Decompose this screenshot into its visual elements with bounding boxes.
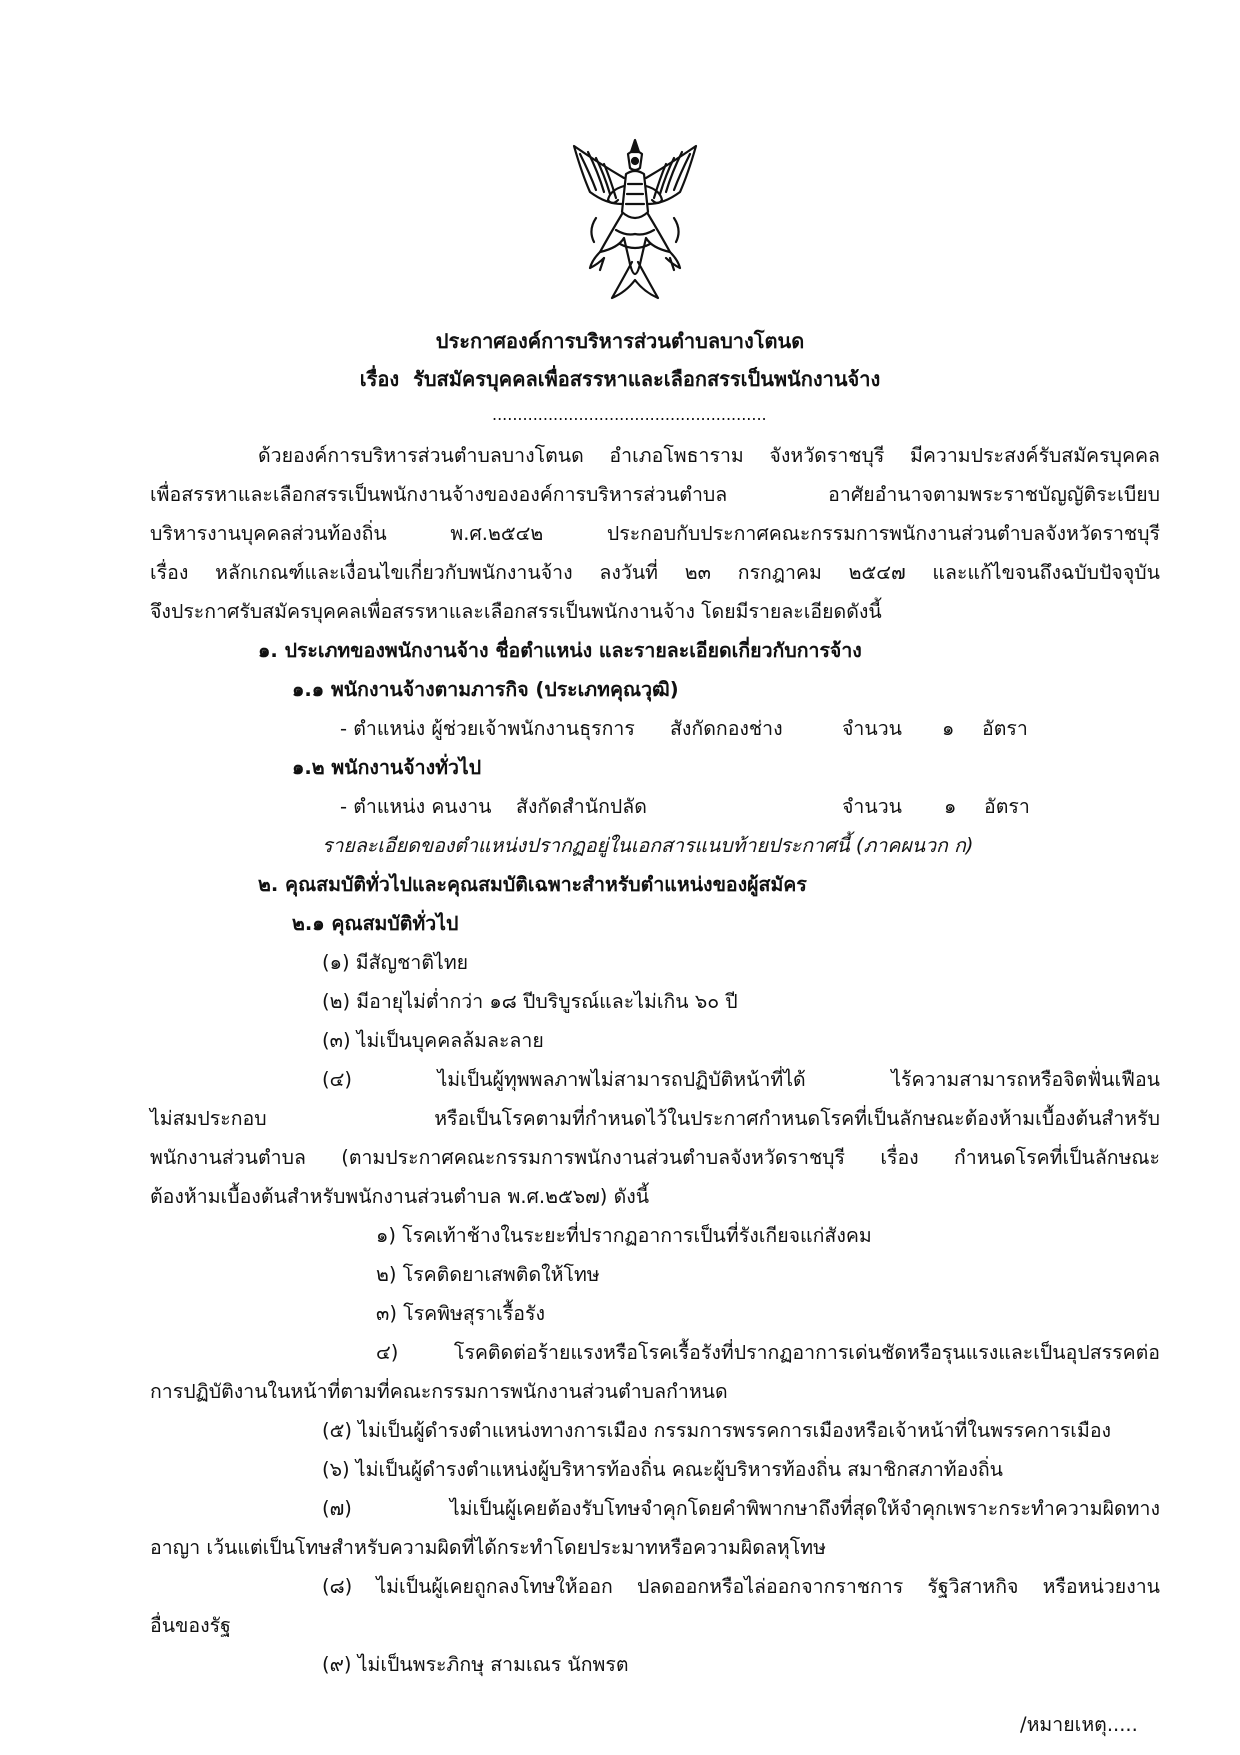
disease-1: ๑) โรคเท้าช้างในระยะที่ปรากฏอาการเป็นที่รังเกียจแก่สังคม <box>376 1224 872 1247</box>
disease-3: ๓) โรคพิษสุราเรื้อรัง <box>376 1302 546 1325</box>
position-row-2 <box>0 794 1240 820</box>
position-1-title: - ตำแหน่ง ผู้ช่วยเจ้าพนักงานธุรการ <box>340 717 635 740</box>
section-2-1-heading: ๒.๑ คุณสมบัติทั่วไป <box>292 912 459 935</box>
qualification-4-line-3: พนักงานส่วนตำบล (ตามประกาศคณะกรรมการพนักงานส่วนตำบลจังหวัดราชบุรี เรื่อง กำหนดโรคที่เป็นลักษณะ <box>150 1146 1160 1169</box>
qualification-5: (๕) ไม่เป็นผู้ดำรงตำแหน่งทางการเมือง กรรมการพรรคการเมืองหรือเจ้าหน้าที่ในพรรคการเมือง <box>322 1419 1112 1442</box>
position-1-count: ๑ <box>942 717 955 740</box>
qualification-1: (๑) มีสัญชาติไทย <box>322 951 469 974</box>
disease-4-line-2: การปฏิบัติงานในหน้าที่ตามที่คณะกรรมการพนักงานส่วนตำบลกำหนด <box>150 1380 728 1403</box>
intro-line-3: บริหารงานบุคคลส่วนท้องถิ่น พ.ศ.๒๕๔๒ ประกอบกับประกาศคณะกรรมการพนักงานส่วนตำบลจังหวัดราชบุรี <box>150 522 1160 545</box>
continuation-marker: /หมายเหตุ..... <box>1020 1713 1138 1736</box>
subject-text: รับสมัครบุคคลเพื่อสรรหาและเลือกสรรเป็นพนักงานจ้าง <box>413 367 881 391</box>
qualification-7-line-2: อาญา เว้นแต่เป็นโทษสำหรับความผิดที่ได้กระทำโดยประมาทหรือความผิดลหุโทษ <box>150 1536 826 1559</box>
title-divider: ...................................................... <box>492 405 767 424</box>
section-2-heading: ๒. คุณสมบัติทั่วไปและคุณสมบัติเฉพาะสำหรับตำแหน่งของผู้สมัคร <box>258 873 807 896</box>
section-1-note: รายละเอียดของตำแหน่งปรากฏอยู่ในเอกสารแนบท้ายประกาศนี้ (ภาคผนวก ก) <box>322 834 974 857</box>
position-1-dept: สังกัดกองช่าง <box>670 717 783 740</box>
position-1-count-label: จำนวน <box>842 717 902 740</box>
qualification-7-line-1: (๗) ไม่เป็นผู้เคยต้องรับโทษจำคุกโดยคำพิพากษาถึงที่สุดให้จำคุกเพราะกระทำความผิดทาง <box>322 1497 1160 1520</box>
document-title: ประกาศองค์การบริหารส่วนตำบลบางโตนด <box>435 329 805 353</box>
position-2-dept: สังกัดสำนักปลัด <box>516 795 647 818</box>
intro-line-4: เรื่อง หลักเกณฑ์และเงื่อนไขเกี่ยวกับพนักงานจ้าง ลงวันที่ ๒๓ กรกฎาคม ๒๕๔๗ และแก้ไขจนถึงฉบับปัจจุบัน <box>150 561 1160 584</box>
qualification-4-line-2: ไม่สมประกอบ หรือเป็นโรคตามที่กำหนดไว้ในประกาศกำหนดโรคที่เป็นลักษณะต้องห้ามเบื้องต้นสำหรับ <box>150 1107 1160 1130</box>
document-subject <box>0 366 1240 392</box>
position-2-title: - ตำแหน่ง คนงาน <box>340 795 492 818</box>
disease-4-line-1: ๔) โรคติดต่อร้ายแรงหรือโรคเรื้อรังที่ปรากฏอาการเด่นชัดหรือรุนแรงและเป็นอุปสรรคต่อ <box>376 1341 1160 1364</box>
qualification-2: (๒) มีอายุไม่ต่ำกว่า ๑๘ ปีบริบูรณ์และไม่เกิน ๖๐ ปี <box>322 990 738 1013</box>
qualification-6: (๖) ไม่เป็นผู้ดำรงตำแหน่งผู้บริหารท้องถิ่น คณะผู้บริหารท้องถิ่น สมาชิกสภาท้องถิ่น <box>322 1458 1003 1481</box>
section-1-1-heading: ๑.๑ พนักงานจ้างตามภารกิจ (ประเภทคุณวุฒิ) <box>292 678 679 701</box>
qualification-4-line-4: ต้องห้ามเบื้องต้นสำหรับพนักงานส่วนตำบล พ.ศ.๒๕๖๗) ดังนี้ <box>150 1185 650 1208</box>
qualification-8-line-1: (๘) ไม่เป็นผู้เคยถูกลงโทษให้ออก ปลดออกหรือไล่ออกจากราชการ รัฐวิสาหกิจ หรือหน่วยงาน <box>322 1575 1160 1598</box>
position-2-unit: อัตรา <box>984 795 1030 818</box>
disease-2: ๒) โรคติดยาเสพติดให้โทษ <box>376 1263 600 1286</box>
position-2-count-label: จำนวน <box>842 795 902 818</box>
qualification-4-line-1: (๔) ไม่เป็นผู้ทุพพลภาพไม่สามารถปฏิบัติหน้าที่ได้ ไร้ความสามารถหรือจิตฟั่นเฟือน <box>322 1068 1160 1091</box>
section-1-heading: ๑. ประเภทของพนักงานจ้าง ชื่อตำแหน่ง และรายละเอียดเกี่ยวกับการจ้าง <box>258 639 862 662</box>
subject-label: เรื่อง <box>359 367 400 391</box>
intro-line-1: ด้วยองค์การบริหารส่วนตำบลบางโตนด อำเภอโพธาราม จังหวัดราชบุรี มีความประสงค์รับสมัครบุคคล <box>258 444 1160 467</box>
section-1-2-heading: ๑.๒ พนักงานจ้างทั่วไป <box>292 756 482 779</box>
qualification-8-line-2: อื่นของรัฐ <box>150 1614 231 1637</box>
position-1-unit: อัตรา <box>982 717 1028 740</box>
position-2-count: ๑ <box>944 795 957 818</box>
intro-line-2: เพื่อสรรหาและเลือกสรรเป็นพนักงานจ้างขององค์การบริหารส่วนตำบล อาศัยอำนาจตามพระราชบัญญัติระเบียบ <box>150 483 1160 506</box>
qualification-3: (๓) ไม่เป็นบุคคลล้มละลาย <box>322 1029 544 1052</box>
qualification-9: (๙) ไม่เป็นพระภิกษุ สามเณร นักพรต <box>322 1653 629 1676</box>
position-row-1 <box>0 716 1240 742</box>
intro-line-5: จึงประกาศรับสมัครบุคคลเพื่อสรรหาและเลือกสรรเป็นพนักงานจ้าง โดยมีรายละเอียดดังนี้ <box>150 600 882 623</box>
garuda-emblem-icon <box>560 134 710 309</box>
